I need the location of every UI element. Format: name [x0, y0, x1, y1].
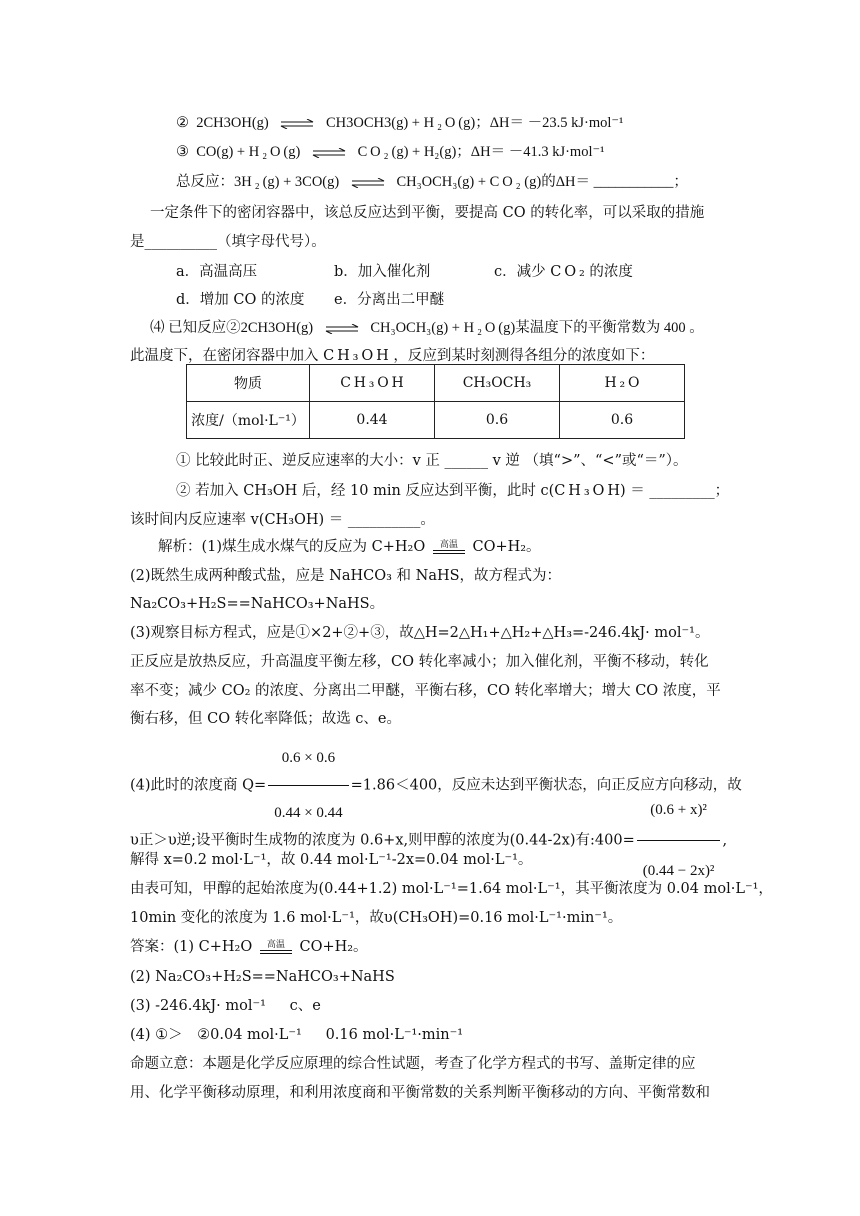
table-header: CH₃OCH₃ [435, 365, 560, 402]
condition-arrow [433, 541, 465, 554]
equilibrium-arrow-icon [312, 148, 346, 158]
analysis-5: 正反应是放热反应，升高温度平衡左移，CO 转化率减小；加入催化剂，平衡不移动，转化 [130, 654, 709, 670]
table-header: 物质 [187, 365, 310, 402]
answer-text: CO+H₂。 [299, 939, 368, 955]
q4-sub1: ① 比较此时正、逆反应速率的大小：v 正 ______ v 逆 （填“>”、“<”或“＝”）。 [176, 453, 688, 469]
analysis-7: 衡右移，但 CO 转化率降低；故选 c、e。 [130, 711, 402, 727]
table-header: C H ₃ O H [310, 365, 435, 402]
q4-line2: 此温度下，在密闭容器中加入 C H ₃ O H ，反应到某时刻测得各组分的浓度如下： [130, 348, 655, 364]
equation-2 [176, 113, 623, 133]
option-d: d．增加 CO 的浓度 [176, 292, 305, 308]
analysis-text: 解析：(1)煤生成水煤气的反应为 C+H₂O [158, 539, 426, 555]
option-e: e．分离出二甲醚 [334, 292, 445, 308]
analysis-1 [158, 537, 541, 557]
table-cell: 0.44 [310, 402, 435, 439]
analysis-10: 解得 x=0.2 mol·L⁻¹，故 0.44 mol·L⁻¹-2x=0.04 mol·L⁻¹。 [130, 852, 533, 868]
intent-2: 用、化学平衡移动原理，和利用浓度商和平衡常数的关系判断平衡移动的方向、平衡常数和 [130, 1085, 710, 1101]
table-header-row [187, 365, 685, 402]
option-c: c．减少 C O ₂ 的浓度 [494, 264, 633, 280]
analysis-11: 由表可知，甲醇的起始浓度为(0.44+1.2) mol·L⁻¹=1.64 mol·L⁻¹，其平衡浓度为 0.04 mol·L⁻¹， [130, 881, 773, 897]
answer-3: (3) -246.4kJ· mol⁻¹ c、e [130, 998, 321, 1014]
table-cell: 0.6 [560, 402, 685, 439]
equation-right: CH₃OCH₃(g) + C O ₂ (g)的ΔH＝ ___________； [396, 174, 688, 190]
option-a: a．高温高压 [176, 264, 258, 280]
equation-left: 2CH3OH(g) [196, 115, 269, 131]
condition-arrow [260, 941, 292, 954]
equilibrium-arrow-icon [351, 178, 385, 188]
numerator: 0.6 × 0.6 [268, 733, 348, 786]
table-cell: 0.6 [435, 402, 560, 439]
q3-line2: 是__________（填字母代号）。 [130, 234, 326, 250]
analysis-text: , [722, 832, 728, 849]
equation-left: 总反应：3H ₂ (g) + 3CO(g) [176, 174, 340, 190]
equation-label: ② [176, 115, 189, 131]
table-cell: 浓度/（mol·L⁻¹） [187, 402, 310, 439]
q4-sub3: 该时间内反应速率 v(CH₃OH) ＝ __________。 [130, 512, 435, 528]
analysis-3: Na₂CO₃+H₂S==NaHCO₃+NaHS。 [130, 596, 385, 612]
q3-line1: 一定条件下的密闭容器中，该总反应达到平衡，要提高 CO 的转化率，可以采取的措施 [150, 205, 705, 221]
table-row [187, 402, 685, 439]
answer-1 [130, 937, 368, 957]
equation-label: ③ [176, 144, 189, 160]
analysis-2: (2)既然生成两种酸式盐，应是 NaHCO₃ 和 NaHS，故方程式为： [130, 568, 562, 584]
analysis-6: 率不变；减少 CO₂ 的浓度、分离出二甲醚，平衡右移，CO 转化率增大；增大 CO 浓度，平 [130, 683, 721, 699]
denominator: (0.44 − 2x)² [642, 863, 715, 879]
equilibrium-arrow-icon [325, 324, 359, 334]
analysis-text: υ正＞υ逆;设平衡时生成物的浓度为 0.6+x,则甲醇的浓度为(0.44-2x)有:400= [130, 832, 635, 849]
denominator: 0.44 × 0.44 [274, 805, 343, 821]
equilibrium-arrow-icon [280, 119, 314, 129]
condition-label: 高温 [439, 539, 458, 550]
q4-right: CH₃OCH₃(g) + H ₂ O (g)某温度下的平衡常数为 400 。 [370, 320, 704, 336]
analysis-text: =1.86＜400，反应未达到平衡状态，向正反应方向移动，故 [350, 777, 742, 794]
q4-line1 [150, 318, 704, 338]
equation-right: C O ₂ (g) + H₂(g)；ΔH＝ －41.3 kJ·mol⁻¹ [357, 144, 605, 160]
total-equation [176, 172, 688, 192]
table-header: H ₂ O [560, 365, 685, 402]
analysis-4: (3)观察目标方程式，应是①×2+②+③，故△H=2△H₁+△H₂+△H₃=-246.4kJ· mol⁻¹。 [130, 625, 710, 641]
concentration-table [186, 364, 685, 439]
intent-1: 命题立意：本题是化学反应原理的综合性试题，考查了化学方程式的书写、盖斯定律的应 [130, 1056, 696, 1072]
answer-4: (4) ①＞ ②0.04 mol·L⁻¹ 0.16 mol·L⁻¹·min⁻¹ [130, 1027, 464, 1043]
numerator: (0.6 + x)² [637, 782, 721, 841]
equation-3 [176, 142, 604, 162]
analysis-text: (4)此时的浓度商 Q= [130, 777, 267, 794]
q4-left: ⑷ 已知反应②2CH3OH(g) [150, 320, 314, 336]
analysis-text: CO+H₂。 [472, 539, 541, 555]
equation-right: CH3OCH3(g) + H ₂ O (g)；ΔH＝ －23.5 kJ·mol⁻¹ [326, 115, 624, 131]
option-b: b．加入催化剂 [334, 264, 431, 280]
equation-left: CO(g) + H ₂ O (g) [196, 144, 301, 160]
answer-text: 答案：(1) C+H₂O [130, 939, 253, 955]
q4-sub2: ② 若加入 CH₃OH 后，经 10 min 反应达到平衡，此时 c(C H ₃ O H) ＝ _________； [176, 483, 730, 499]
answer-2: (2) Na₂CO₃+H₂S==NaHCO₃+NaHS [130, 969, 395, 985]
condition-label: 高温 [266, 939, 285, 950]
analysis-12: 10min 变化的浓度为 1.6 mol·L⁻¹，故υ(CH₃OH)=0.16 mol·L⁻¹·min⁻¹。 [130, 910, 623, 926]
